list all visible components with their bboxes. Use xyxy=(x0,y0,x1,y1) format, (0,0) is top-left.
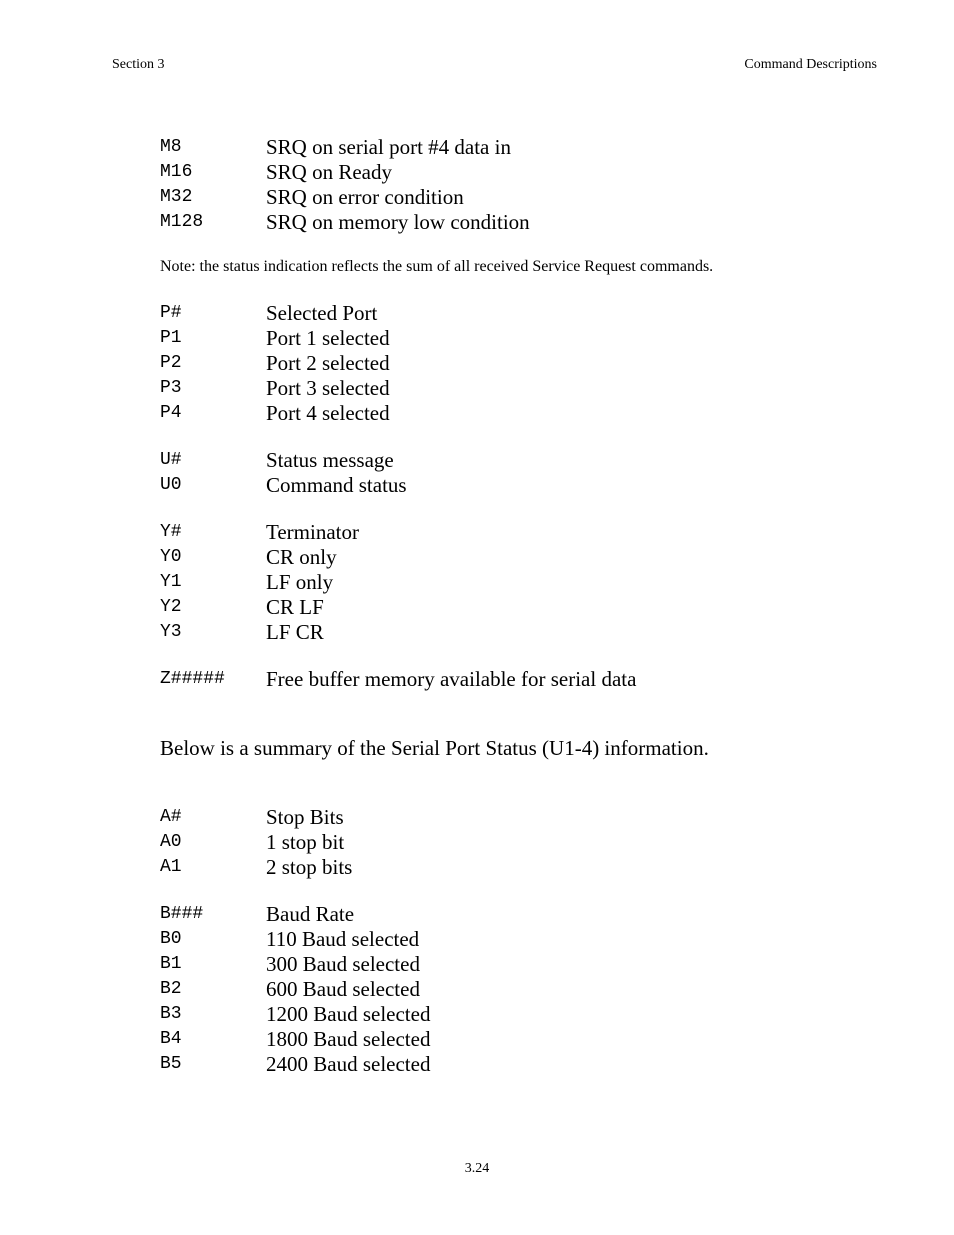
command-code: U0 xyxy=(160,475,182,495)
page-number: 3.24 xyxy=(464,1161,490,1176)
command-description: Free buffer memory available for serial data xyxy=(266,667,637,691)
command-description: 300 Baud selected xyxy=(266,952,420,976)
command-code: B5 xyxy=(160,1054,182,1074)
command-description: Port 2 selected xyxy=(266,351,390,375)
command-description: SRQ on error condition xyxy=(266,185,464,209)
command-code: B### xyxy=(160,904,204,924)
command-code: A# xyxy=(160,807,182,827)
command-description: 600 Baud selected xyxy=(266,977,420,1001)
running-header-section: Section 3 xyxy=(112,57,165,72)
command-description: Port 4 selected xyxy=(266,401,390,425)
command-description: SRQ on serial port #4 data in xyxy=(266,135,511,159)
command-description: CR LF xyxy=(266,595,324,619)
command-code: B2 xyxy=(160,979,182,999)
command-description: Terminator xyxy=(266,520,359,544)
command-description: SRQ on memory low condition xyxy=(266,210,530,234)
srq-note: Note: the status indication reflects the sum of all received Service Request commands. xyxy=(160,258,714,275)
command-code: P2 xyxy=(160,353,182,373)
command-code: B4 xyxy=(160,1029,182,1049)
command-description: 110 Baud selected xyxy=(266,927,420,951)
command-code: Y1 xyxy=(160,572,182,592)
command-description: SRQ on Ready xyxy=(266,160,392,184)
command-description: 1800 Baud selected xyxy=(266,1027,431,1051)
command-code: Y0 xyxy=(160,547,182,567)
command-description: 1 stop bit xyxy=(266,830,345,854)
command-code: A1 xyxy=(160,857,182,877)
command-code: Y2 xyxy=(160,597,182,617)
running-header-chapter: Command Descriptions xyxy=(744,57,877,72)
command-description: 2 stop bits xyxy=(266,855,353,879)
command-description: LF only xyxy=(266,570,334,594)
command-description: Command status xyxy=(266,473,407,497)
command-description: 2400 Baud selected xyxy=(266,1052,431,1076)
command-description: Stop Bits xyxy=(266,805,344,829)
command-description: Selected Port xyxy=(266,301,378,325)
command-code: A0 xyxy=(160,832,182,852)
command-description: Baud Rate xyxy=(266,902,355,926)
command-description: Port 3 selected xyxy=(266,376,390,400)
command-description: 1200 Baud selected xyxy=(266,1002,431,1026)
command-code: B0 xyxy=(160,929,182,949)
serial-status-summary: Below is a summary of the Serial Port Status (U1-4) information. xyxy=(160,736,709,760)
command-code: M32 xyxy=(160,187,193,207)
command-description: CR only xyxy=(266,545,337,569)
command-description: Status message xyxy=(266,448,394,472)
command-code: M16 xyxy=(160,162,193,182)
command-code: B1 xyxy=(160,954,182,974)
command-code: Y3 xyxy=(160,622,182,642)
command-code: P3 xyxy=(160,378,182,398)
command-code: U# xyxy=(160,450,182,470)
command-code: P# xyxy=(160,303,182,323)
command-code: P4 xyxy=(160,403,182,423)
command-code: B3 xyxy=(160,1004,182,1024)
command-description: Port 1 selected xyxy=(266,326,390,350)
command-code: Y# xyxy=(160,522,182,542)
command-code: M128 xyxy=(160,212,204,232)
command-description: LF CR xyxy=(266,620,324,644)
command-code: Z##### xyxy=(160,669,225,689)
command-code: P1 xyxy=(160,328,182,348)
command-code: M8 xyxy=(160,137,182,157)
